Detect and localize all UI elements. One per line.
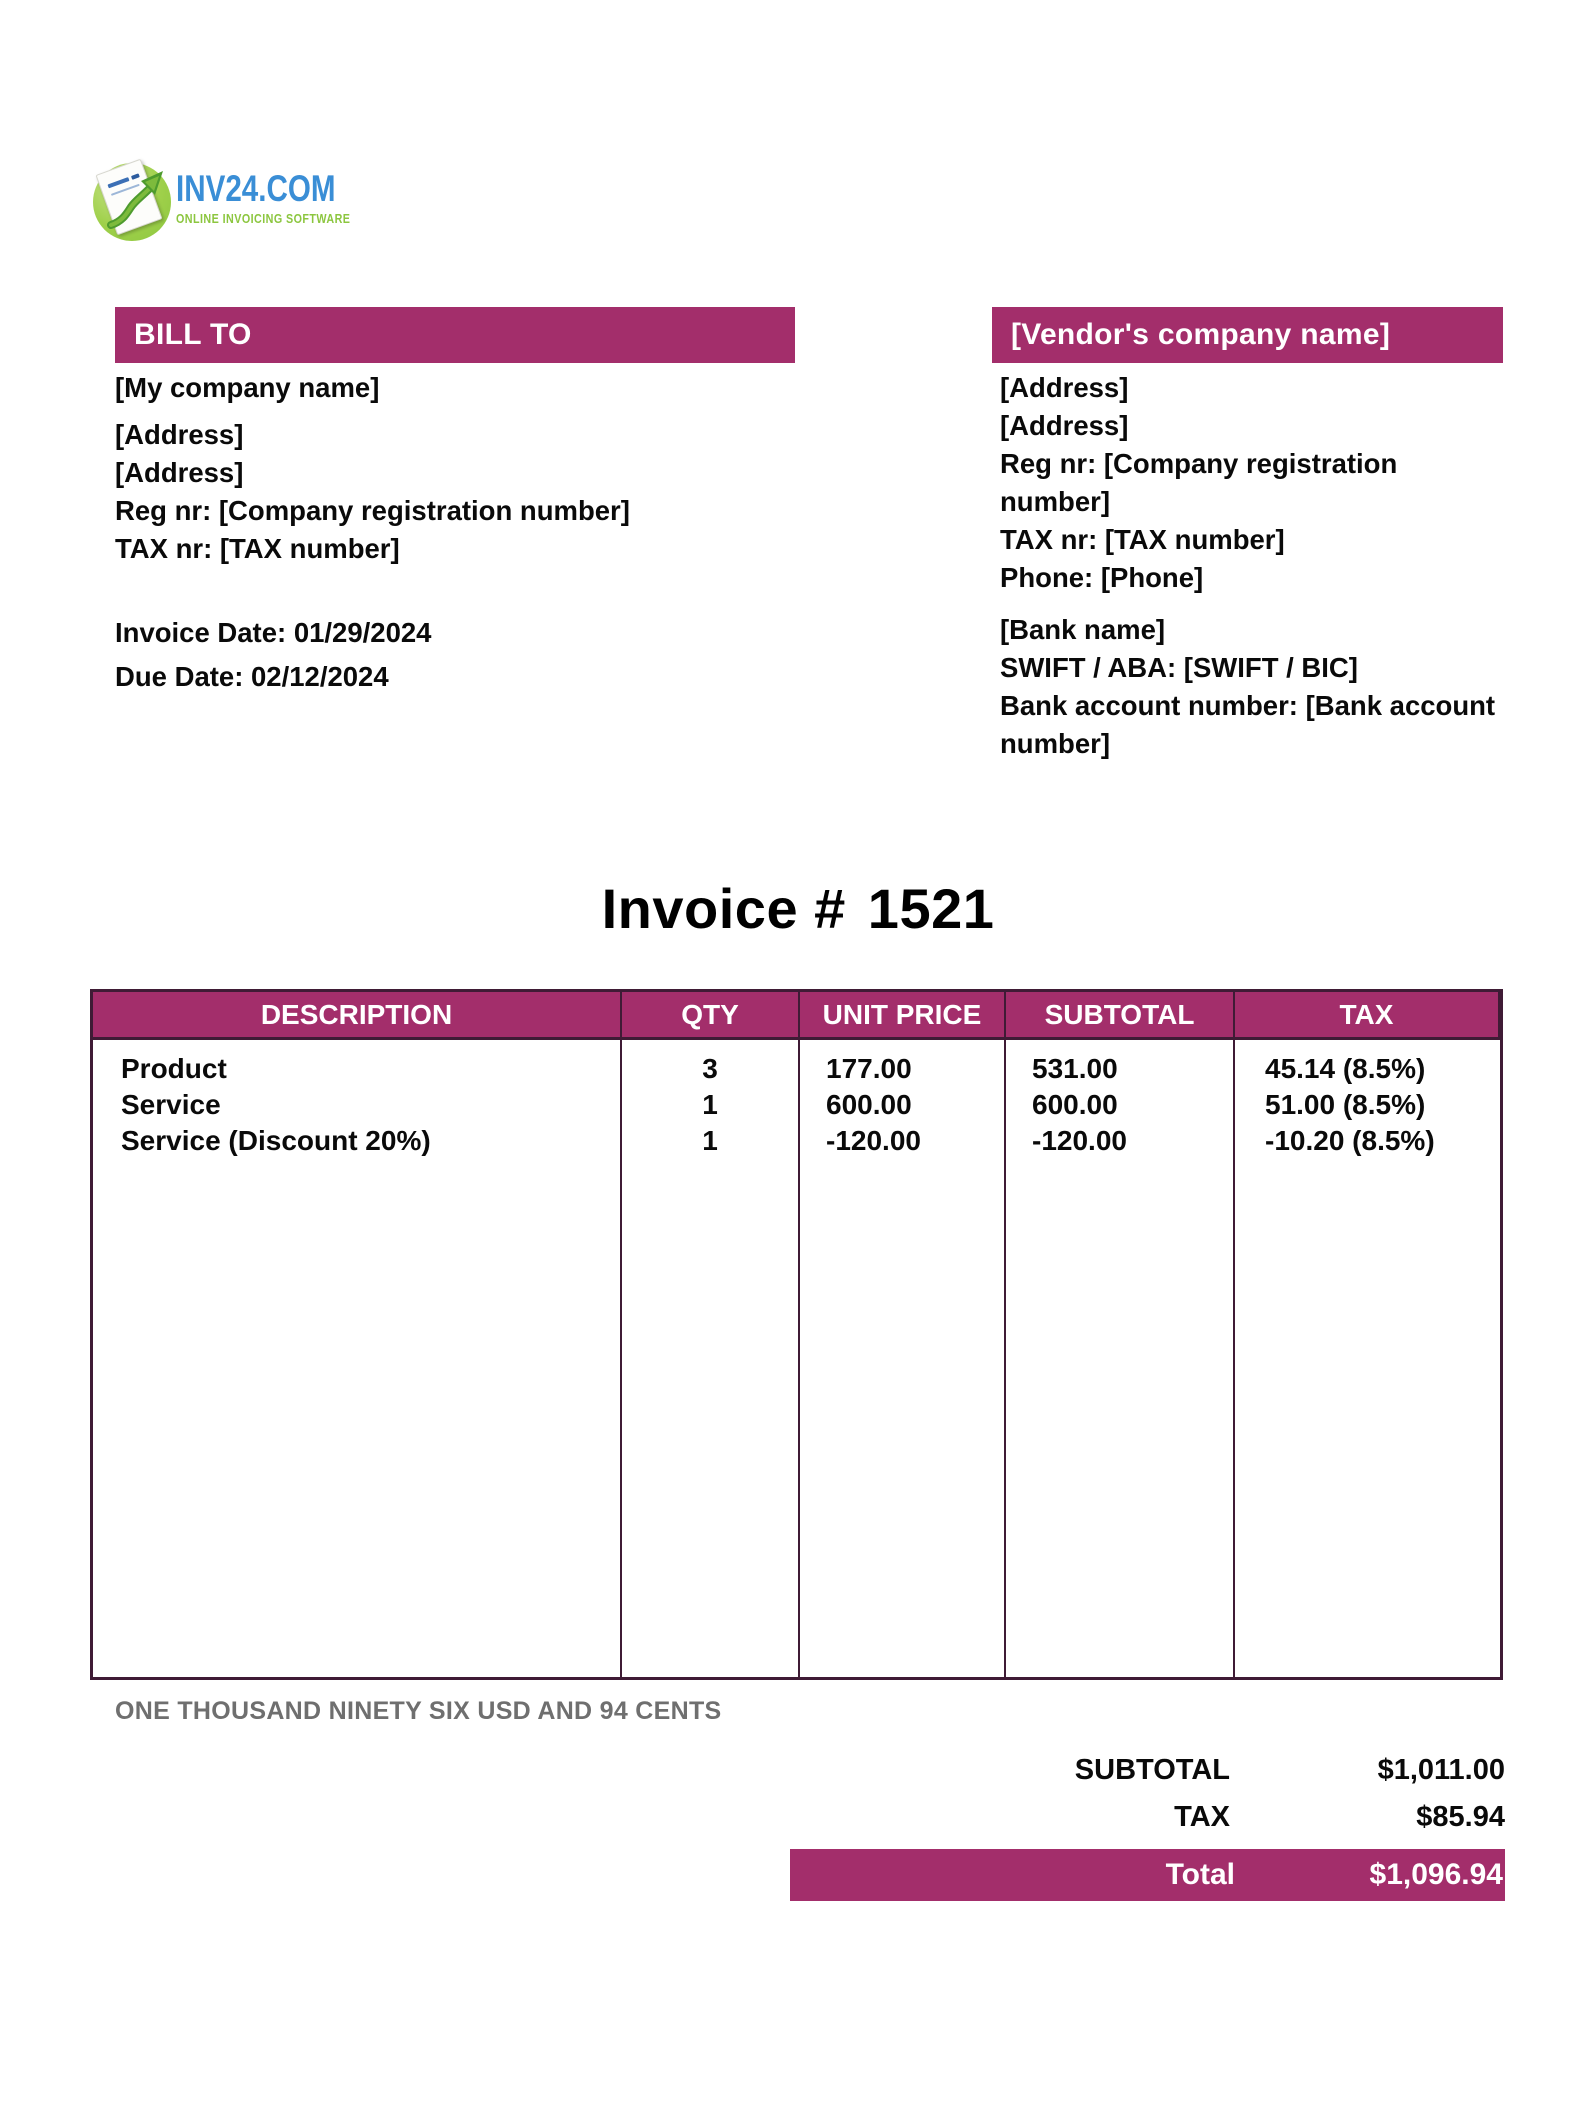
bill-to-company: [My company name] bbox=[115, 372, 380, 403]
row-unit-price: 600.00 bbox=[826, 1089, 912, 1120]
due-date-line bbox=[115, 655, 775, 699]
row-qty: 1 bbox=[702, 1125, 718, 1156]
logo-title: INV24.COM bbox=[176, 168, 336, 209]
row-tax: 51.00 (8.5%) bbox=[1265, 1089, 1426, 1120]
bank-swift: SWIFT / ABA: [SWIFT / BIC] bbox=[1000, 652, 1358, 683]
bank-name: [Bank name] bbox=[1000, 614, 1166, 645]
invoice-date-value: 01/29/2024 bbox=[293, 617, 432, 648]
row-description: Service (Discount 20%) bbox=[121, 1125, 431, 1156]
row-description: Product bbox=[121, 1053, 227, 1084]
dates-block bbox=[115, 611, 775, 699]
bill-to-reg-nr: Reg nr: [Company registration number] bbox=[115, 495, 630, 526]
vendor-company-header: [Vendor's company name] bbox=[992, 307, 1503, 363]
logo-circle bbox=[93, 163, 171, 241]
row-subtotal: 600.00 bbox=[1032, 1089, 1118, 1120]
row-subtotal: -120.00 bbox=[1032, 1125, 1127, 1156]
header-unit-price: UNIT PRICE bbox=[800, 992, 1006, 1040]
tax-label: TAX bbox=[1174, 1800, 1230, 1833]
total-label: Total bbox=[1165, 1858, 1235, 1891]
column-subtotal bbox=[1006, 1040, 1235, 1677]
row-qty: 3 bbox=[702, 1053, 718, 1084]
growth-arrow-icon bbox=[93, 163, 171, 241]
invoice-title-prefix: Invoice # bbox=[601, 877, 846, 940]
vendor-address-2: [Address] bbox=[1000, 410, 1129, 441]
header-tax: TAX bbox=[1235, 992, 1500, 1040]
row-unit-price: 177.00 bbox=[826, 1053, 912, 1084]
row-unit-price: -120.00 bbox=[826, 1125, 921, 1156]
vendor-reg-nr: Reg nr: [Company registration number] bbox=[1000, 448, 1398, 517]
tax-value: $85.94 bbox=[1416, 1800, 1505, 1833]
bill-to-address-1: [Address] bbox=[115, 419, 244, 450]
bill-to-block bbox=[115, 369, 775, 568]
column-unit-price bbox=[800, 1040, 1006, 1677]
bank-block bbox=[1000, 611, 1510, 763]
column-description bbox=[93, 1040, 622, 1677]
vendor-block bbox=[1000, 369, 1505, 597]
row-qty: 1 bbox=[702, 1089, 718, 1120]
row-subtotal: 531.00 bbox=[1032, 1053, 1118, 1084]
row-tax: -10.20 (8.5%) bbox=[1265, 1125, 1435, 1156]
row-tax: 45.14 (8.5%) bbox=[1265, 1053, 1426, 1084]
subtotal-label: SUBTOTAL bbox=[1074, 1753, 1230, 1786]
header-qty: QTY bbox=[622, 992, 800, 1040]
column-tax bbox=[1235, 1040, 1500, 1677]
subtotal-value: $1,011.00 bbox=[1377, 1753, 1505, 1786]
header-subtotal: SUBTOTAL bbox=[1006, 992, 1235, 1040]
bank-account-number: Bank account number: [Bank account number] bbox=[1000, 690, 1496, 759]
bill-to-tax-nr: TAX nr: [TAX number] bbox=[115, 533, 400, 564]
total-row bbox=[790, 1849, 1505, 1901]
logo bbox=[90, 155, 430, 255]
line-items-table bbox=[90, 989, 1503, 1680]
vendor-phone: Phone: [Phone] bbox=[1000, 562, 1204, 593]
amount-in-words: ONE THOUSAND NINETY SIX USD AND 94 CENTS bbox=[115, 1697, 722, 1725]
subtotal-row bbox=[90, 1746, 1505, 1794]
invoice-number: 1521 bbox=[867, 877, 995, 940]
logo-text bbox=[176, 168, 379, 226]
invoice-date-line bbox=[115, 611, 775, 655]
invoice-date-label: Invoice Date: bbox=[115, 617, 287, 648]
bill-to-address-2: [Address] bbox=[115, 457, 244, 488]
logo-tagline: ONLINE INVOICING SOFTWARE bbox=[176, 212, 351, 226]
column-qty bbox=[622, 1040, 800, 1677]
totals-section bbox=[90, 1746, 1505, 1901]
tax-row bbox=[90, 1794, 1505, 1840]
due-date-label: Due Date: bbox=[115, 661, 244, 692]
due-date-value: 02/12/2024 bbox=[251, 661, 389, 692]
vendor-address-1: [Address] bbox=[1000, 372, 1129, 403]
bill-to-header: BILL TO bbox=[115, 307, 795, 363]
vendor-tax-nr: TAX nr: [TAX number] bbox=[1000, 524, 1285, 555]
total-value: $1,096.94 bbox=[1369, 1858, 1503, 1891]
invoice-title bbox=[0, 876, 1596, 941]
row-description: Service bbox=[121, 1089, 221, 1120]
header-description: DESCRIPTION bbox=[93, 992, 622, 1040]
